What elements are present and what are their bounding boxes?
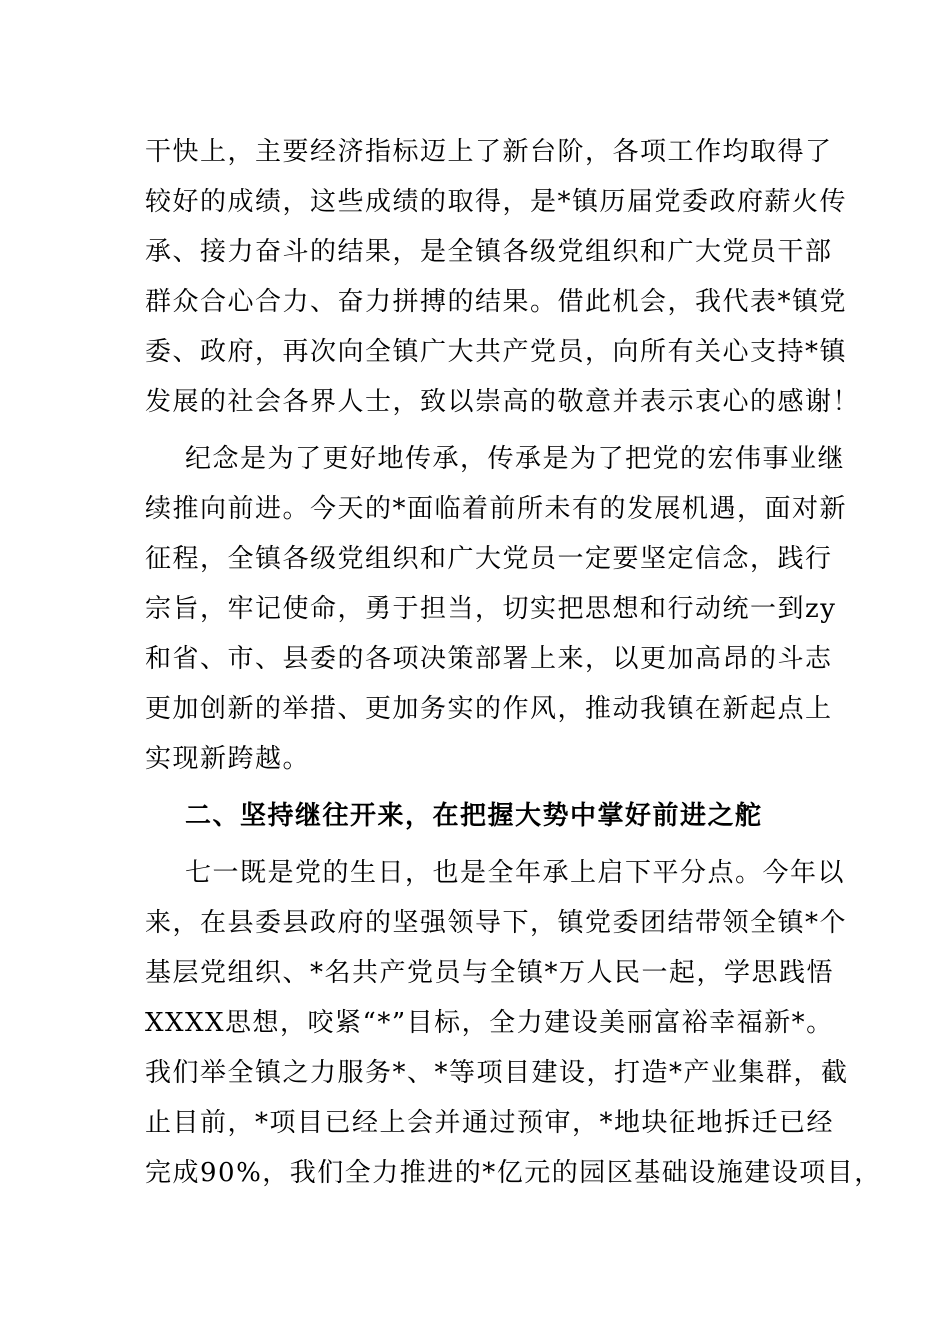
paragraph-line: 来，在县委县政府的坚强领导下，镇党委团结带领全镇*个 (145, 908, 848, 938)
paragraph-line: 七一既是党的生日，也是全年承上启下平分点。今年以 (185, 858, 846, 888)
paragraph-line: 群众合心合力、奋力拼搏的结果。借此机会，我代表*镇党 (145, 287, 848, 317)
paragraph-line: 实现新跨越。 (145, 744, 311, 774)
paragraph-line: 纪念是为了更好地传承，传承是为了把党的宏伟事业继 (185, 444, 846, 474)
paragraph-line: 发展的社会各界人士，致以崇高的敬意并表示衷心的感谢！ (145, 387, 861, 417)
paragraph-line: 止目前，*项目已经上会并通过预审，*地块征地拆迁已经 (145, 1108, 835, 1138)
paragraph-line: 完成90%，我们全力推进的*亿元的园区基础设施建设项目， (145, 1158, 882, 1188)
paragraph-line: 更加创新的举措、更加务实的作风，推动我镇在新起点上 (145, 694, 833, 724)
paragraph-line: XXXX思想，咬紧“*”目标，全力建设美丽富裕幸福新*。 (145, 1008, 834, 1038)
paragraph-line: 较好的成绩，这些成绩的取得，是*镇历届党委政府薪火传 (145, 187, 848, 217)
paragraph-line: 委、政府，再次向全镇广大共产党员，向所有关心支持*镇 (145, 337, 848, 367)
paragraph-line: 基层党组织、*名共产党员与全镇*万人民一起，学思践悟 (145, 958, 835, 988)
paragraph-line: 承、接力奋斗的结果，是全镇各级党组织和广大党员干部 (145, 237, 833, 267)
section-heading: 二、坚持继往开来，在把握大势中掌好前进之舵 (185, 801, 763, 831)
paragraph-line: 宗旨，牢记使命，勇于担当，切实把思想和行动统一到zy (145, 594, 837, 624)
paragraph-line: 和省、市、县委的各项决策部署上来，以更加高昂的斗志 (145, 644, 833, 674)
paragraph-line: 征程，全镇各级党组织和广大党员一定要坚定信念，践行 (145, 544, 833, 574)
paragraph-line: 我们举全镇之力服务*、*等项目建设，打造*产业集群，截 (145, 1058, 849, 1088)
paragraph-line: 干快上，主要经济指标迈上了新台阶，各项工作均取得了 (145, 137, 833, 167)
paragraph-line: 续推向前进。今天的*面临着前所未有的发展机遇，面对新 (145, 494, 848, 524)
